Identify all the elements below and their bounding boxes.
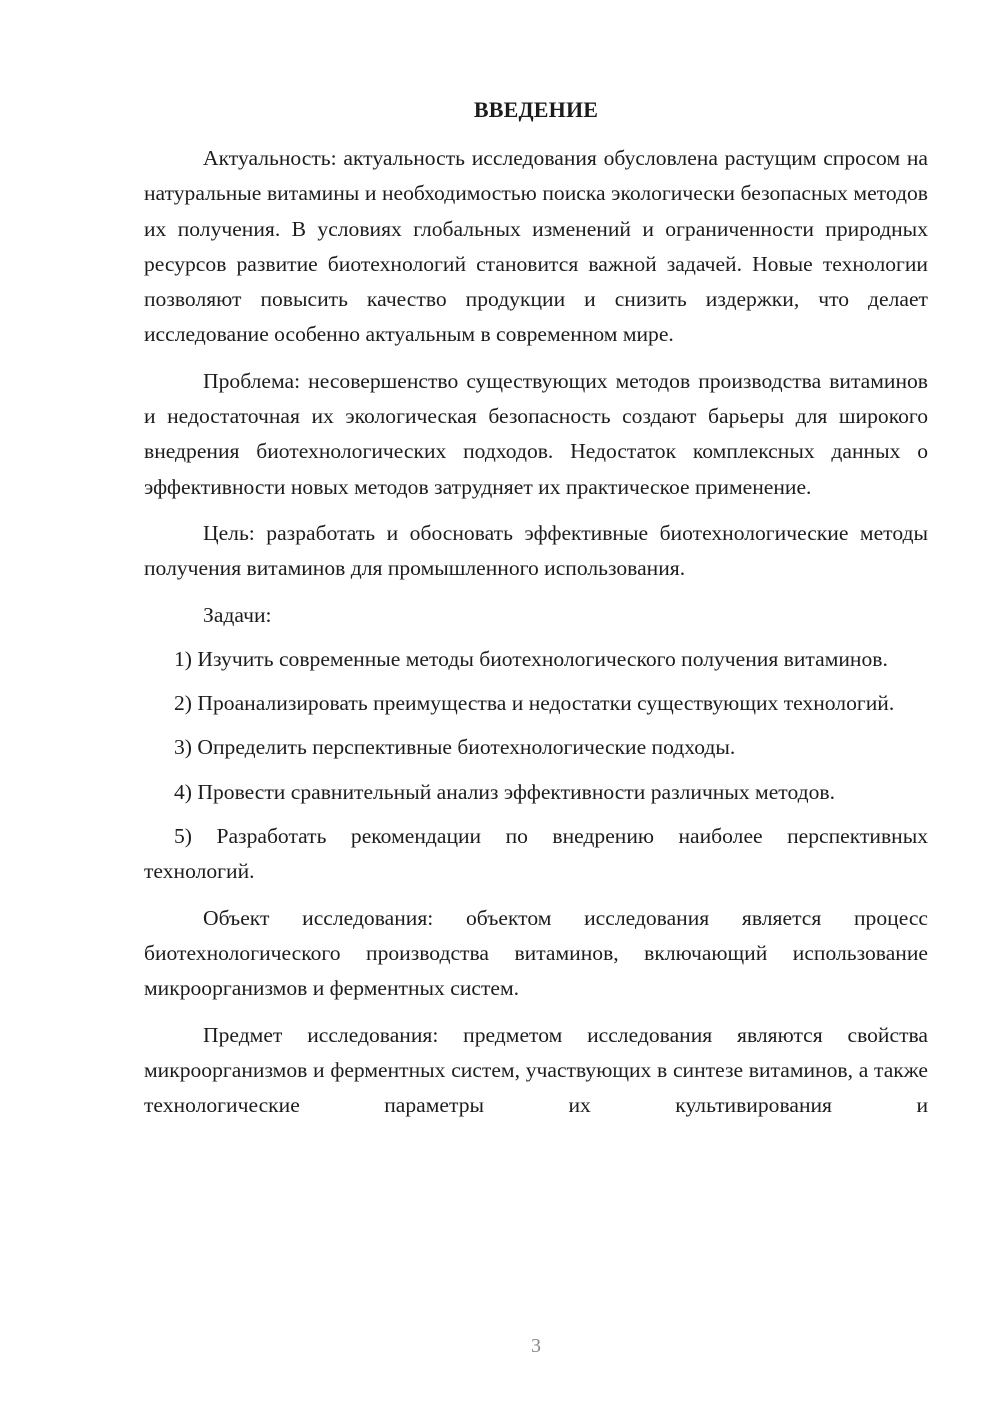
paragraph-relevance: Актуальность: актуальность исследования обусловлена растущим спросом на натуральные витамины и необходимостью поиска экологически безопасных методов их получения. В условиях глобальных изменений и ограниченности природных ресурсов развитие биотехнологий становится важной задачей. Новые технологии позволяют повысить качество продукции и снизить издержки, что делает исследование особенно актуальным в современном мире. [144, 146, 928, 347]
paragraph-subject: Предмет исследования: предметом исследования являются свойства микроорганизмов и ферментных систем, участвующих в синтезе витаминов, а также технологические параметры их культивирования и [144, 1022, 928, 1118]
task-item-1: 1) Изучить современные методы биотехнологического получения витаминов. [174, 646, 888, 671]
task-item-2: 2) Проанализировать преимущества и недостатки существующих технологий. [174, 691, 895, 716]
task-item-4: 4) Провести сравнительный анализ эффективности различных методов. [174, 779, 836, 804]
document-page [144, 0, 928, 1414]
body-text [144, 141, 928, 1124]
tasks-heading: Задачи: [203, 602, 272, 627]
paragraph-goal: Цель: разработать и обосновать эффективные биотехнологические методы получения витаминов для промышленного использования. [144, 520, 928, 581]
page-number: 3 [531, 1335, 541, 1357]
task-item-3: 3) Определить перспективные биотехнологические подходы. [174, 735, 736, 760]
section-title: ВВЕДЕНИЕ [473, 97, 599, 122]
paragraph-object: Объект исследования: объектом исследования является процесс биотехнологического производства витаминов, включающий использование микроорганизмов и ферментных систем. [144, 905, 928, 1001]
task-item-5: 5) Разработать рекомендации по внедрению наиболее перспективных технологий. [144, 824, 928, 884]
paragraph-problem: Проблема: несовершенство существующих методов производства витаминов и недостаточная их экологическая безопасность создают барьеры для широкого внедрения биотехнологических подходов. Недостаток комплексных данных о эффективности новых методов затрудняет их практическое применение. [144, 368, 928, 499]
